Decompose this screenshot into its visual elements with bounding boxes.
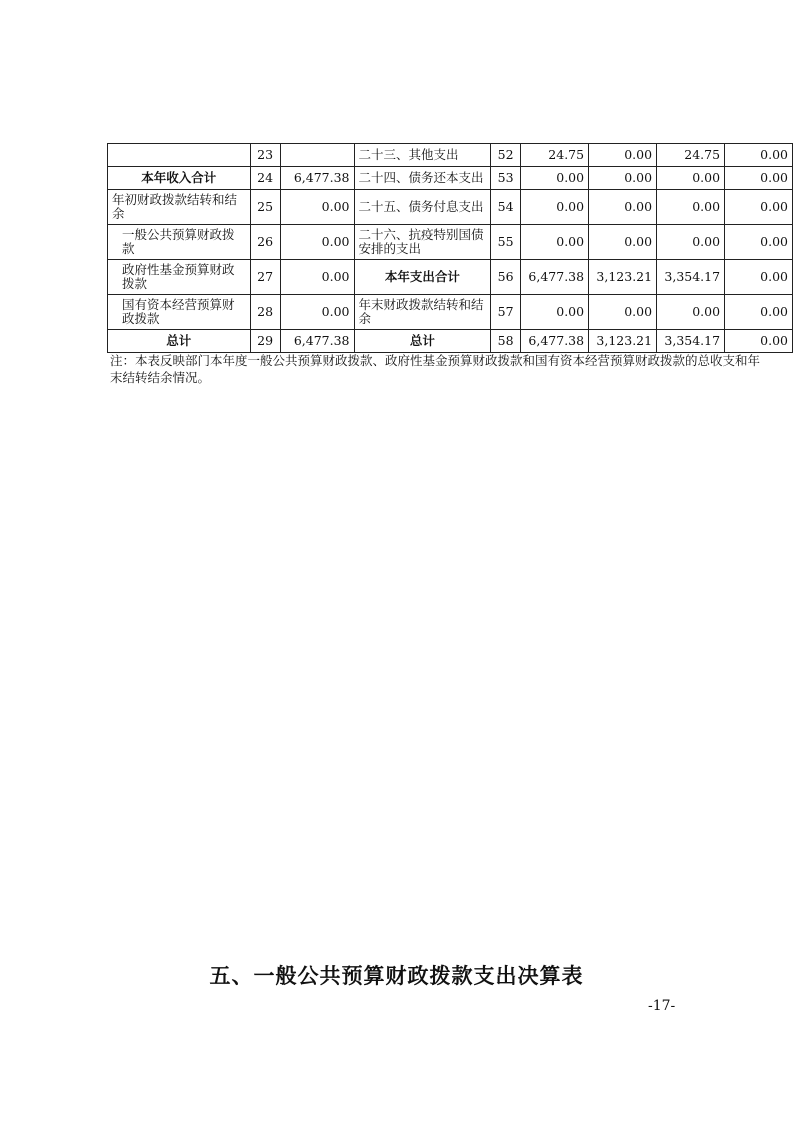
income-item-cell: 政府性基金预算财政拨款: [108, 260, 251, 295]
expense-general-budget: 3,123.21: [589, 330, 657, 353]
income-row-number: 26: [250, 225, 280, 260]
income-item-cell: 年初财政拨款结转和结余: [108, 190, 251, 225]
income-item-cell: 总计: [108, 330, 251, 353]
income-amount: 0.00: [280, 225, 354, 260]
expense-general-budget: 3,123.21: [589, 260, 657, 295]
expense-item-cell: 二十三、其他支出: [354, 144, 491, 167]
expense-general-budget: 0.00: [589, 295, 657, 330]
expense-state-capital: 0.00: [725, 144, 793, 167]
income-row-number: 27: [250, 260, 280, 295]
expense-gov-fund: 24.75: [657, 144, 725, 167]
expense-general-budget: 0.00: [589, 190, 657, 225]
expense-total: 0.00: [521, 190, 589, 225]
expense-total: 0.00: [521, 167, 589, 190]
income-item-cell: 本年收入合计: [108, 167, 251, 190]
income-row-number: 28: [250, 295, 280, 330]
expense-item-cell: 二十六、抗疫特别国债安排的支出: [354, 225, 491, 260]
expense-gov-fund: 3,354.17: [657, 330, 725, 353]
income-amount: 6,477.38: [280, 330, 354, 353]
income-amount: 0.00: [280, 190, 354, 225]
income-row-number: 25: [250, 190, 280, 225]
income-item-cell: 一般公共预算财政拨款: [108, 225, 251, 260]
expense-item-cell: 总计: [354, 330, 491, 353]
income-amount: 0.00: [280, 295, 354, 330]
expense-total: 0.00: [521, 295, 589, 330]
expense-state-capital: 0.00: [725, 190, 793, 225]
expense-item-cell: 年末财政拨款结转和结余: [354, 295, 491, 330]
expense-state-capital: 0.00: [725, 295, 793, 330]
income-amount: [280, 144, 354, 167]
expense-gov-fund: 0.00: [657, 295, 725, 330]
income-item-cell: [108, 144, 251, 167]
income-row-number: 24: [250, 167, 280, 190]
income-row-number: 23: [250, 144, 280, 167]
table-row: [108, 190, 793, 225]
expense-row-number: 53: [491, 167, 521, 190]
expense-total: 24.75: [521, 144, 589, 167]
expense-total: 0.00: [521, 225, 589, 260]
expense-general-budget: 0.00: [589, 167, 657, 190]
expense-gov-fund: 0.00: [657, 190, 725, 225]
expense-row-number: 55: [491, 225, 521, 260]
table-row: [108, 295, 793, 330]
expense-row-number: 58: [491, 330, 521, 353]
table-row: [108, 260, 793, 295]
table-row: [108, 167, 793, 190]
income-amount: 6,477.38: [280, 167, 354, 190]
expense-state-capital: 0.00: [725, 225, 793, 260]
expense-item-cell: 本年支出合计: [354, 260, 491, 295]
table-row: [108, 330, 793, 353]
expense-item-cell: 二十四、债务还本支出: [354, 167, 491, 190]
expense-item-cell: 二十五、债务付息支出: [354, 190, 491, 225]
income-item-cell: 国有资本经营预算财政拨款: [108, 295, 251, 330]
expense-total: 6,477.38: [521, 260, 589, 295]
expense-total: 6,477.38: [521, 330, 589, 353]
expense-gov-fund: 0.00: [657, 167, 725, 190]
expense-row-number: 56: [491, 260, 521, 295]
table-row: [108, 225, 793, 260]
expense-row-number: 57: [491, 295, 521, 330]
expense-row-number: 54: [491, 190, 521, 225]
table-footnote: 注：本表反映部门本年度一般公共预算财政拨款、政府性基金预算财政拨款和国有资本经营预算财政拨款的总收支和年末结转结余情况。: [110, 353, 761, 385]
section-heading: 五、一般公共预算财政拨款支出决算表: [209, 964, 584, 988]
income-row-number: 29: [250, 330, 280, 353]
expense-row-number: 52: [491, 144, 521, 167]
expense-state-capital: 0.00: [725, 330, 793, 353]
page-number: -17-: [648, 998, 676, 1014]
expense-state-capital: 0.00: [725, 260, 793, 295]
budget-summary-table: [107, 143, 793, 353]
table-row: [108, 144, 793, 167]
expense-general-budget: 0.00: [589, 225, 657, 260]
expense-gov-fund: 0.00: [657, 225, 725, 260]
expense-state-capital: 0.00: [725, 167, 793, 190]
income-amount: 0.00: [280, 260, 354, 295]
expense-general-budget: 0.00: [589, 144, 657, 167]
expense-gov-fund: 3,354.17: [657, 260, 725, 295]
